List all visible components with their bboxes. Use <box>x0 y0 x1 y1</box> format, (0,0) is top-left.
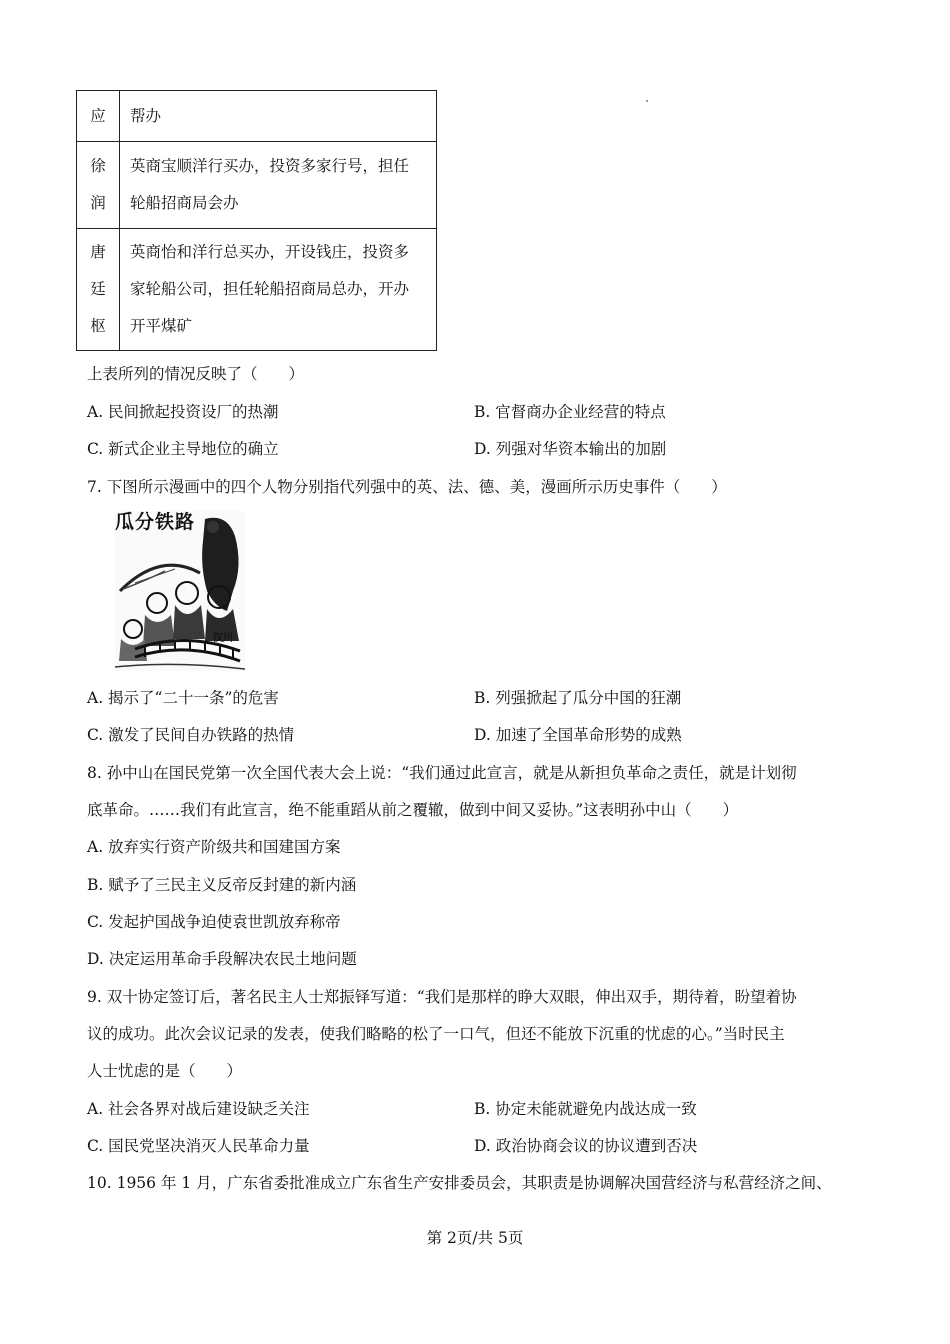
page-footer: 第 2页/共 5页 <box>426 1229 524 1247</box>
table-desc-cell: 英商怡和洋行总买办，开设钱庄，投资多 家轮船公司，担任轮船招商局总办，开办 开平煤矿 <box>120 229 437 351</box>
cartoon-caption: 汉川 <box>213 633 233 644</box>
entrepreneur-table <box>76 90 437 351</box>
q8-option-a: A. 放弃实行资产阶级共和国建国方案 <box>87 838 341 856</box>
table-row <box>77 91 437 142</box>
table-name-cell: 应 <box>77 91 120 142</box>
q9-stem-line1: 9. 双十协定签订后，著名民主人士郑振铎写道：“我们是那样的睁大双眼，伸出双手，期待着，盼望着协 <box>87 988 797 1006</box>
q9-option-a: A. 社会各界对战后建设缺乏关注 <box>87 1100 310 1118</box>
table-row <box>77 229 437 351</box>
q9-option-d: D. 政治协商会议的协议遭到否决 <box>474 1137 698 1155</box>
q9-stem-line2: 议的成功。此次会议记录的发表，使我们略略的松了一口气，但还不能放下沉重的忧虑的心。”当时民主 <box>87 1025 785 1043</box>
q6-option-a: A. 民间掀起投资设厂的热潮 <box>87 403 279 421</box>
q10-stem-line1: 10. 1956 年 1 月，广东省委批准成立广东省生产安排委员会，其职责是协调解决国营经济与私营经济之间、 <box>87 1174 832 1192</box>
q8-option-b: B. 赋予了三民主义反帝反封建的新内涵 <box>87 876 357 894</box>
table-row <box>77 142 437 229</box>
q7-option-c: C. 激发了民间自办铁路的热情 <box>87 726 295 744</box>
q6-option-b: B. 官督商办企业经营的特点 <box>474 403 666 421</box>
q6-stem: 上表所列的情况反映了（ ） <box>87 365 305 383</box>
cartoon-illustration <box>115 511 245 671</box>
stray-dot <box>646 100 648 102</box>
table-desc-cell: 帮办 <box>120 91 437 142</box>
table-name-cell: 唐 廷 枢 <box>77 229 120 351</box>
q7-option-a: A. 揭示了“二十一条”的危害 <box>87 689 279 707</box>
q8-option-c: C. 发起护国战争迫使袁世凯放弃称帝 <box>87 913 341 931</box>
q7-option-b: B. 列强掀起了瓜分中国的狂潮 <box>474 689 682 707</box>
q7-option-d: D. 加速了全国革命形势的成熟 <box>474 726 682 744</box>
cartoon-title: 瓜分铁路 <box>115 511 196 533</box>
q9-option-c: C. 国民党坚决消灭人民革命力量 <box>87 1137 310 1155</box>
q6-option-c: C. 新式企业主导地位的确立 <box>87 440 279 458</box>
q6-option-d: D. 列强对华资本输出的加剧 <box>474 440 667 458</box>
railway-cartoon <box>115 511 245 671</box>
q8-stem-line2: 底革命。……我们有此宣言，绝不能重蹈从前之覆辙，做到中间又妥协。”这表明孙中山（ ） <box>87 801 739 819</box>
q9-stem-line3: 人士忧虑的是（ ） <box>87 1062 243 1080</box>
table-desc-cell: 英商宝顺洋行买办，投资多家行号，担任 轮船招商局会办 <box>120 142 437 229</box>
q8-stem-line1: 8. 孙中山在国民党第一次全国代表大会上说：“我们通过此宣言，就是从新担负革命之责任，就是计划彻 <box>87 764 797 782</box>
q8-option-d: D. 决定运用革命手段解决农民土地问题 <box>87 950 357 968</box>
table-name-cell: 徐 润 <box>77 142 120 229</box>
q9-option-b: B. 协定未能就避免内战达成一致 <box>474 1100 697 1118</box>
q7-stem: 7. 下图所示漫画中的四个人物分别指代列强中的英、法、德、美，漫画所示历史事件（ ） <box>87 478 727 496</box>
